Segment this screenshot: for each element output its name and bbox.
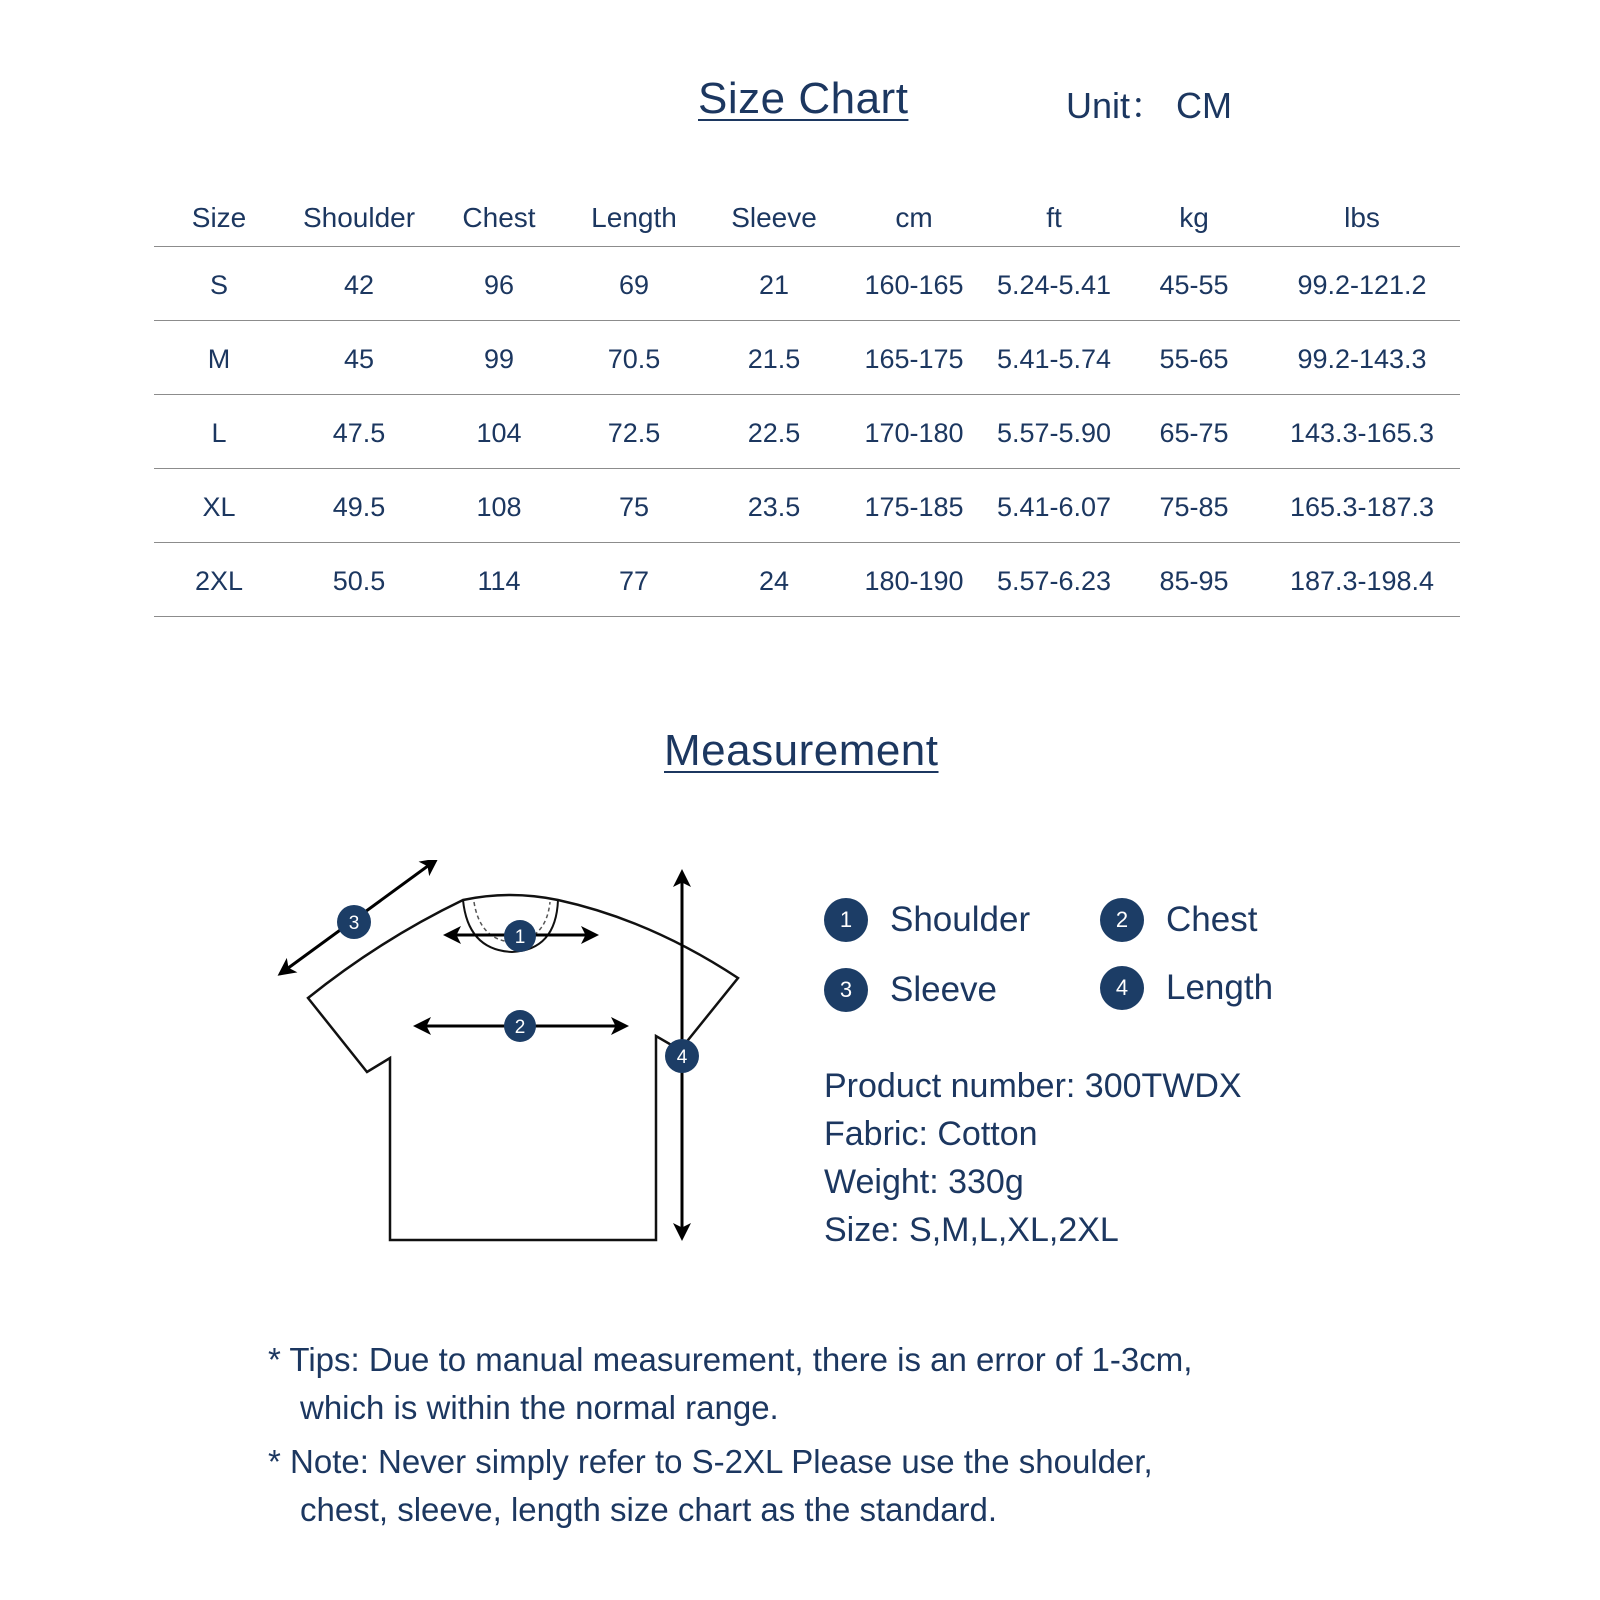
table-cell: 187.3-198.4 <box>1264 542 1460 616</box>
table-cell: 23.5 <box>704 468 844 542</box>
product-info <box>824 1062 1242 1254</box>
col-header-length: Length <box>564 186 704 246</box>
table-cell: 5.41-5.74 <box>984 320 1124 394</box>
notes <box>268 1336 1192 1534</box>
table-cell: 160-165 <box>844 246 984 320</box>
table-cell: 50.5 <box>284 542 434 616</box>
legend-chest-badge: 2 <box>1100 898 1144 942</box>
table-cell: 21 <box>704 246 844 320</box>
legend-sleeve-label: Sleeve <box>890 970 998 1009</box>
legend-length <box>1100 966 1273 1010</box>
legend-shoulder-label: Shoulder <box>890 900 1031 939</box>
table-cell: 99.2-121.2 <box>1264 246 1460 320</box>
size-table <box>154 186 1460 617</box>
table-cell: 24 <box>704 542 844 616</box>
legend-length-badge: 4 <box>1100 966 1144 1010</box>
legend-sleeve-badge: 3 <box>824 968 868 1012</box>
col-header-kg: kg <box>1124 186 1264 246</box>
table-body <box>154 246 1460 616</box>
size-chart-title: Size Chart <box>698 74 909 123</box>
tips-line-1: * Tips: Due to manual measurement, there is an error of 1-3cm, <box>268 1341 1193 1378</box>
table-cell: 5.57-6.23 <box>984 542 1124 616</box>
col-header-chest: Chest <box>434 186 564 246</box>
table-cell: 108 <box>434 468 564 542</box>
table-cell: 2XL <box>154 542 284 616</box>
table-cell: 45 <box>284 320 434 394</box>
shoulder-marker-number: 1 <box>514 927 526 948</box>
col-header-lbs: lbs <box>1264 186 1460 246</box>
note-line-2: chest, sleeve, length size chart as the standard. <box>300 1491 998 1528</box>
table-row <box>154 468 1460 542</box>
table-cell: 5.24-5.41 <box>984 246 1124 320</box>
measurement-title: Measurement <box>664 726 939 775</box>
product-number: Product number: 300TWDX <box>824 1067 1242 1105</box>
sleeve-marker-number: 3 <box>348 913 360 934</box>
product-weight: Weight: 330g <box>824 1163 1024 1201</box>
product-sizes: Size: S,M,L,XL,2XL <box>824 1211 1119 1249</box>
table-cell: 69 <box>564 246 704 320</box>
col-header-shoulder: Shoulder <box>284 186 434 246</box>
table-cell: 180-190 <box>844 542 984 616</box>
table-cell: 55-65 <box>1124 320 1264 394</box>
table-cell: 22.5 <box>704 394 844 468</box>
legend-shoulder <box>824 898 1030 942</box>
note-line-1: * Note: Never simply refer to S-2XL Please use the shoulder, <box>268 1443 1153 1480</box>
table-cell: 99 <box>434 320 564 394</box>
tshirt-diagram <box>270 860 750 1260</box>
product-fabric: Fabric: Cotton <box>824 1115 1038 1153</box>
legend-chest-label: Chest <box>1166 900 1258 939</box>
col-header-size: Size <box>154 186 284 246</box>
table-header-row <box>154 186 1460 246</box>
table-cell: 75-85 <box>1124 468 1264 542</box>
col-header-ft: ft <box>984 186 1124 246</box>
col-header-sleeve: Sleeve <box>704 186 844 246</box>
table-cell: 175-185 <box>844 468 984 542</box>
table-cell: 165-175 <box>844 320 984 394</box>
table-cell: 104 <box>434 394 564 468</box>
table-cell: 47.5 <box>284 394 434 468</box>
legend-sleeve <box>824 968 997 1012</box>
table-row <box>154 320 1460 394</box>
table-cell: S <box>154 246 284 320</box>
table-cell: 143.3-165.3 <box>1264 394 1460 468</box>
table-cell: 49.5 <box>284 468 434 542</box>
table-cell: 75 <box>564 468 704 542</box>
tips-line-2: which is within the normal range. <box>300 1389 779 1426</box>
table-cell: 70.5 <box>564 320 704 394</box>
table-cell: 114 <box>434 542 564 616</box>
table-cell: 96 <box>434 246 564 320</box>
table-cell: 5.41-6.07 <box>984 468 1124 542</box>
table-row <box>154 542 1460 616</box>
table-cell: 165.3-187.3 <box>1264 468 1460 542</box>
table-cell: 21.5 <box>704 320 844 394</box>
table-cell: 77 <box>564 542 704 616</box>
legend-length-label: Length <box>1166 968 1274 1007</box>
legend-chest <box>1100 898 1257 942</box>
table-cell: 85-95 <box>1124 542 1264 616</box>
table-cell: 42 <box>284 246 434 320</box>
unit-label: Unit： CM <box>1066 85 1233 126</box>
table-cell: L <box>154 394 284 468</box>
table-cell: 99.2-143.3 <box>1264 320 1460 394</box>
table-cell: 5.57-5.90 <box>984 394 1124 468</box>
table-row <box>154 246 1460 320</box>
table-cell: 170-180 <box>844 394 984 468</box>
col-header-cm: cm <box>844 186 984 246</box>
legend-shoulder-badge: 1 <box>824 898 868 942</box>
table-cell: 45-55 <box>1124 246 1264 320</box>
length-marker-number: 4 <box>676 1047 688 1068</box>
table-row <box>154 394 1460 468</box>
table-cell: 65-75 <box>1124 394 1264 468</box>
chest-marker-number: 2 <box>514 1017 526 1038</box>
table-cell: M <box>154 320 284 394</box>
table-cell: 72.5 <box>564 394 704 468</box>
table-cell: XL <box>154 468 284 542</box>
